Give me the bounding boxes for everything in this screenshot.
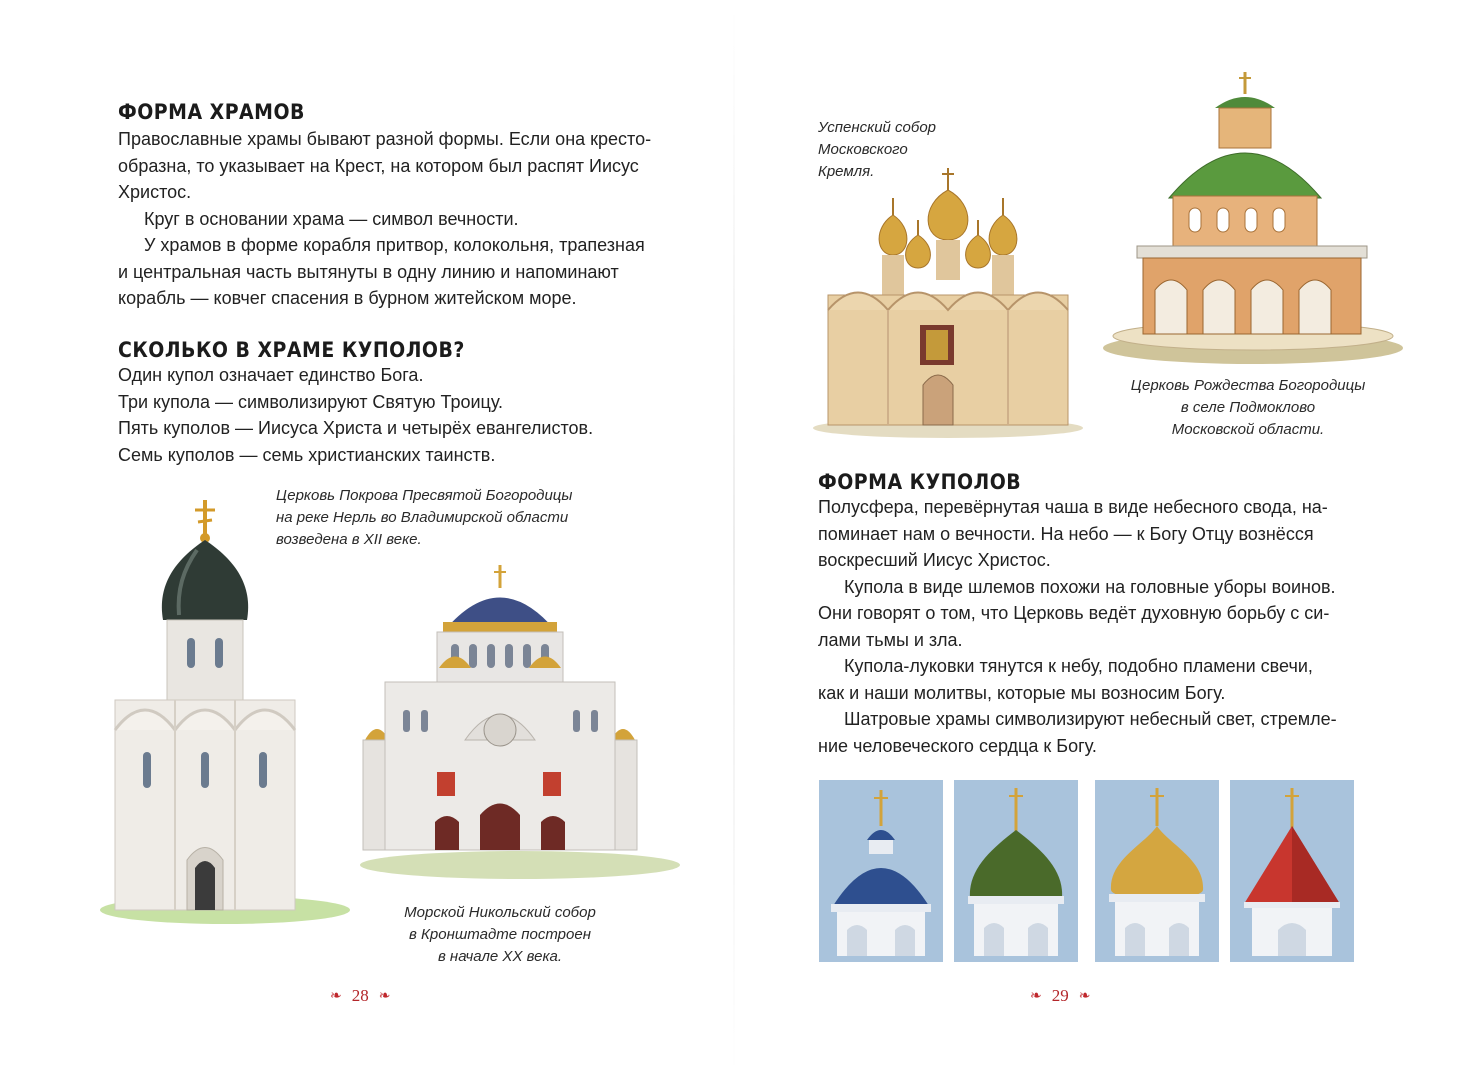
- text-line: Полусфера, перевёрнутая чаша в виде небесного свода, на-: [818, 497, 1328, 517]
- text-line: Купола в виде шлемов похожи на головные уборы воинов.: [844, 576, 1336, 597]
- dome-helmet-panel: [954, 780, 1078, 962]
- dome-onion-panel: [1095, 780, 1219, 962]
- uspensky-cathedral-illustration: [808, 160, 1088, 440]
- para-forma-hramov: [118, 126, 678, 312]
- page-number: 28: [351, 986, 369, 1005]
- text-line: Семь куполов — семь христианских таинств.: [118, 444, 496, 465]
- ornament-right: ❧: [378, 988, 391, 1004]
- caption-line: возведена в XII веке.: [276, 531, 422, 548]
- caption-rozhdestva: [1098, 375, 1398, 441]
- caption-line: Московского: [818, 141, 908, 158]
- page-number-28: [330, 986, 390, 1006]
- pokrov-church-illustration: [95, 490, 355, 930]
- ornament-left: ❧: [1030, 988, 1042, 1004]
- text-line: Православные храмы бывают разной формы. Если она кресто-: [118, 129, 652, 149]
- rozhdestva-church-illustration: [1093, 68, 1403, 368]
- heading-forma-hramov: ФОРМА ХРАМОВ: [118, 100, 305, 124]
- text-line: поминает нам о вечности. На небо — к Богу Отцу вознёсся: [818, 523, 1314, 544]
- text-line: воскресший Иисус Христос.: [818, 550, 1051, 570]
- caption-line: Успенский собор: [818, 119, 937, 136]
- text-line: корабль — ковчег спасения в бурном житейском море.: [118, 288, 577, 308]
- text-line: ние человеческого сердца к Богу.: [818, 735, 1097, 756]
- right-page: [733, 0, 1466, 1080]
- page-number: 29: [1051, 986, 1069, 1005]
- heading-forma-kupolov: ФОРМА КУПОЛОВ: [818, 470, 1022, 494]
- text-line: Купола-луковки тянутся к небу, подобно пламени свечи,: [844, 656, 1313, 676]
- dome-tent-panel: [1230, 780, 1354, 962]
- para-forma-kupolov: [818, 494, 1378, 759]
- text-line: и центральная часть вытянуты в одну линию и напоминают: [118, 261, 619, 282]
- text-line: образна, то указывает на Крест, на котором был распят Иисус: [118, 155, 639, 176]
- ornament-left: ❧: [330, 988, 342, 1004]
- caption-line: Московской области.: [1171, 421, 1325, 438]
- caption-line: Церковь Рождества Богородицы: [1130, 377, 1366, 394]
- text-line: лами тьмы и зла.: [818, 629, 963, 650]
- text-line: Три купола — символизируют Святую Троицу.: [118, 391, 504, 412]
- caption-line: Кремля.: [818, 163, 875, 180]
- text-line: Они говорят о том, что Церковь ведёт духовную борьбу с си-: [818, 603, 1330, 623]
- text-line: У храмов в форме корабля притвор, колокольня, трапезная: [144, 235, 645, 255]
- text-line: как и наши молитвы, которые мы возносим Богу.: [818, 682, 1226, 703]
- text-line: Пять куполов — Иисуса Христа и четырёх евангелистов.: [118, 418, 594, 438]
- caption-line: на реке Нерль во Владимирской области: [276, 509, 569, 526]
- caption-line: в Кронштадте построен: [409, 926, 591, 943]
- text-line: Один купол означает единство Бога.: [118, 365, 424, 385]
- para-domes-count: [118, 362, 678, 468]
- text-line: Круг в основании храма — символ вечности.: [144, 208, 519, 229]
- text-line: Шатровые храмы символизируют небесный свет, стремле-: [844, 709, 1337, 729]
- dome-hemisphere-panel: [819, 780, 943, 962]
- nikolsky-cathedral-illustration: [355, 560, 685, 880]
- caption-line: в селе Подмоклово: [1180, 399, 1316, 416]
- caption-line: Церковь Покрова Пресвятой Богородицы: [276, 487, 573, 504]
- caption-line: Морской Никольский собор: [404, 904, 596, 921]
- caption-nikolsky: [380, 902, 620, 968]
- text-line: Христос.: [118, 182, 192, 202]
- ornament-right: ❧: [1078, 988, 1091, 1004]
- heading-skolko-kupolov: СКОЛЬКО В ХРАМЕ КУПОЛОВ?: [118, 338, 465, 362]
- caption-line: в начале XX века.: [437, 948, 563, 965]
- page-number-29: [1030, 986, 1090, 1006]
